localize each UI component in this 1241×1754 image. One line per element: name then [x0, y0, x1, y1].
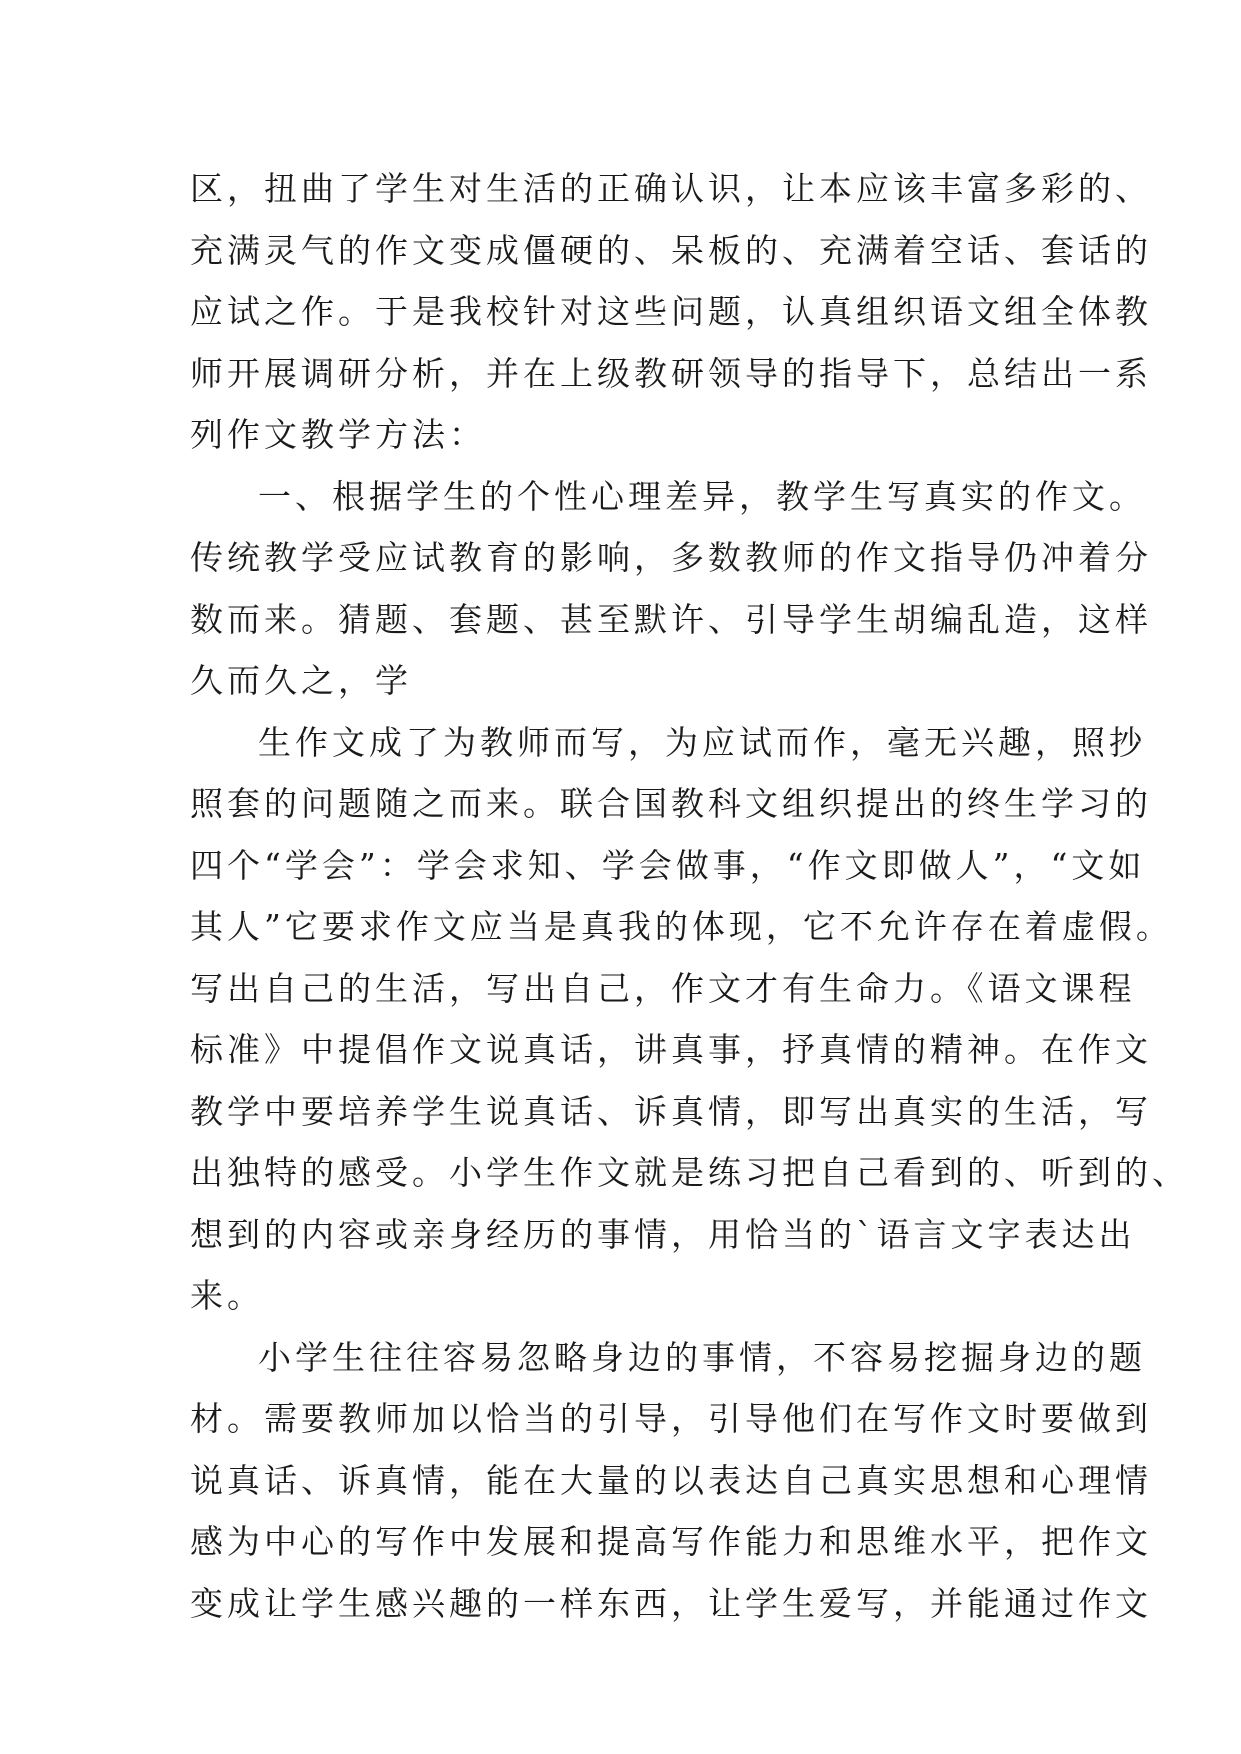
text-line: 充满灵气的作文变成僵硬的、呆板的、充满着空话、套话的	[190, 230, 1152, 270]
text-line: 师开展调研分析，并在上级教研领导的指导下，总结出一系	[190, 353, 1152, 393]
text-line: 四个“学会”：学会求知、学会做事，“作文即做人”，“文如	[190, 845, 1146, 885]
text-line: 列作文教学方法：	[190, 415, 486, 454]
text-line: 其人”它要求作文应当是真我的体现，它不允许存在着虚假。	[190, 907, 1173, 946]
text-line: 传统教学受应试教育的影响，多数教师的作文指导仍冲着分	[190, 538, 1152, 577]
paragraph-start-line: 小学生往往容易忽略身边的事情，不容易挖掘身边的题	[258, 1337, 1146, 1377]
text-line: 来。	[190, 1276, 264, 1315]
text-line: 标准》中提倡作文说真话，讲真事，抒真情的精神。在作文	[190, 1030, 1152, 1069]
text-line: 想到的内容或亲身经历的事情，用恰当的`语言文字表达出	[190, 1214, 1136, 1254]
text-line: 变成让学生感兴趣的一样东西，让学生爱写，并能通过作文	[190, 1583, 1152, 1623]
text-line: 出独特的感受。小学生作文就是练习把自己看到的、听到的、	[190, 1153, 1189, 1192]
paragraph-start-line: 生作文成了为教师而写，为应试而作，毫无兴趣，照抄	[258, 722, 1146, 762]
text-line: 数而来。猜题、套题、甚至默许、引导学生胡编乱造，这样	[190, 599, 1152, 639]
text-line: 材。需要教师加以恰当的引导，引导他们在写作文时要做到	[190, 1399, 1152, 1438]
body-text	[190, 158, 1189, 1634]
text-line: 区，扭曲了学生对生活的正确认识，让本应该丰富多彩的、	[190, 169, 1152, 208]
text-line: 说真话、诉真情，能在大量的以表达自己真实思想和心理情	[190, 1460, 1152, 1500]
text-line: 应试之作。于是我校针对这些问题，认真组织语文组全体教	[190, 292, 1152, 331]
text-line: 久而久之，学	[190, 661, 412, 700]
text-line: 照套的问题随之而来。联合国教科文组织提出的终生学习的	[190, 784, 1152, 823]
text-line: 写出自己的生活，写出自己，作文才有生命力。《语文课程	[190, 968, 1136, 1008]
text-line: 教学中要培养学生说真话、诉真情，即写出真实的生活，写	[190, 1091, 1152, 1131]
section-heading-line: 一、根据学生的个性心理差异，教学生写真实的作文。	[258, 476, 1146, 516]
text-line: 感为中心的写作中发展和提高写作能力和思维水平，把作文	[190, 1522, 1152, 1561]
